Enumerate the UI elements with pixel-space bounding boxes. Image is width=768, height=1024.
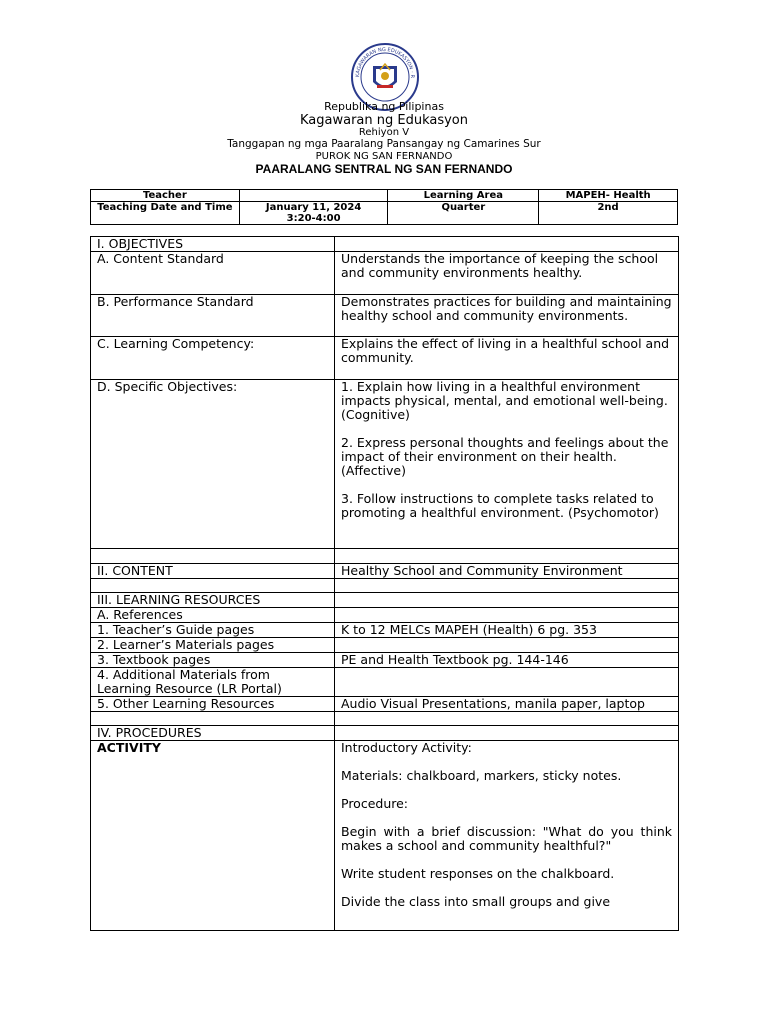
procedure-step-discussion: Begin with a brief discussion: "What do you think makes a school and community healthful?"	[341, 824, 672, 853]
teacher-value	[239, 190, 388, 202]
learners-materials-label: 2. Learner’s Materials pages	[91, 638, 335, 653]
procedure-label: Procedure:	[341, 796, 409, 811]
teaching-date-value	[239, 202, 388, 225]
objective-affective: 2. Express personal thoughts and feelings about the impact of their environment on their health. (Affective)	[341, 435, 669, 478]
activity-content	[335, 741, 679, 931]
additional-materials-value	[335, 668, 679, 697]
references-label: A. References	[91, 608, 335, 623]
header-republic: Republika ng Pilipinas	[324, 100, 444, 113]
header-region: Rehiyon V	[358, 127, 410, 138]
performance-standard-value: Demonstrates practices for building and maintaining healthy school and community environments.	[335, 295, 679, 337]
content-heading: II. CONTENT	[91, 564, 335, 579]
teaching-date: January 11, 2024	[265, 202, 362, 213]
info-table	[90, 189, 678, 225]
other-resources-value: Audio Visual Presentations, manila paper, laptop	[335, 697, 679, 712]
learning-competency-label: C. Learning Competency:	[91, 337, 335, 380]
procedures-heading: IV. PROCEDURES	[91, 726, 335, 741]
quarter-value: 2nd	[539, 202, 678, 225]
activity-materials: Materials: chalkboard, markers, sticky notes.	[341, 768, 622, 783]
learning-area-label: Learning Area	[388, 190, 539, 202]
header-department: Kagawaran ng Edukasyon	[299, 113, 469, 128]
performance-standard-label: B. Performance Standard	[91, 295, 335, 337]
svg-text:KAGAWARAN NG EDUKASYON · REPUB: KAGAWARAN NG EDUKASYON · R	[354, 46, 416, 79]
teacher-label: Teacher	[91, 190, 240, 202]
learners-materials-value	[335, 638, 679, 653]
objective-cognitive: 1. Explain how living in a healthful environment impacts physical, mental, and emotional well-being. (Cognitive)	[341, 379, 668, 422]
teachers-guide-value: K to 12 MELCs MAPEH (Health) 6 pg. 353	[335, 623, 679, 638]
learning-competency-value: Explains the effect of living in a healthful school and community.	[335, 337, 679, 380]
learning-area-value: MAPEH- Health	[539, 190, 678, 202]
procedure-step-groups: Divide the class into small groups and give	[341, 894, 611, 909]
content-value: Healthy School and Community Environment	[335, 564, 679, 579]
additional-materials-label: 4. Additional Materials from Learning Resource (LR Portal)	[91, 668, 335, 697]
header-district: PUROK NG SAN FERNANDO	[315, 151, 453, 162]
specific-objectives-label: D. Specific Objectives:	[91, 380, 335, 549]
teaching-date-label: Teaching Date and Time	[91, 202, 240, 225]
resources-heading: III. LEARNING RESOURCES	[91, 593, 335, 608]
teaching-time: 3:20-4:00	[286, 213, 341, 224]
header-division-office: Tanggapan ng mga Paaralang Pansangay ng Camarines Sur	[227, 138, 541, 150]
content-standard-label: A. Content Standard	[91, 252, 335, 295]
procedure-step-chalkboard: Write student responses on the chalkboard.	[341, 866, 615, 881]
header-school-name: PAARALANG SENTRAL NG SAN FERNANDO	[255, 162, 513, 176]
specific-objectives-value	[335, 380, 679, 549]
activity-label: ACTIVITY	[91, 741, 335, 931]
teachers-guide-label: 1. Teacher’s Guide pages	[91, 623, 335, 638]
objective-psychomotor: 3. Follow instructions to complete tasks related to promoting a healthful environment. (Psychomotor)	[341, 491, 659, 520]
quarter-label: Quarter	[388, 202, 539, 225]
lesson-plan-table	[90, 236, 679, 931]
content-standard-value: Understands the importance of keeping the school and community environments healthy.	[335, 252, 679, 295]
other-resources-label: 5. Other Learning Resources	[91, 697, 335, 712]
textbook-value: PE and Health Textbook pg. 144-146	[335, 653, 679, 668]
objectives-heading: I. OBJECTIVES	[91, 237, 335, 252]
textbook-label: 3. Textbook pages	[91, 653, 335, 668]
introductory-activity: Introductory Activity:	[341, 740, 472, 755]
